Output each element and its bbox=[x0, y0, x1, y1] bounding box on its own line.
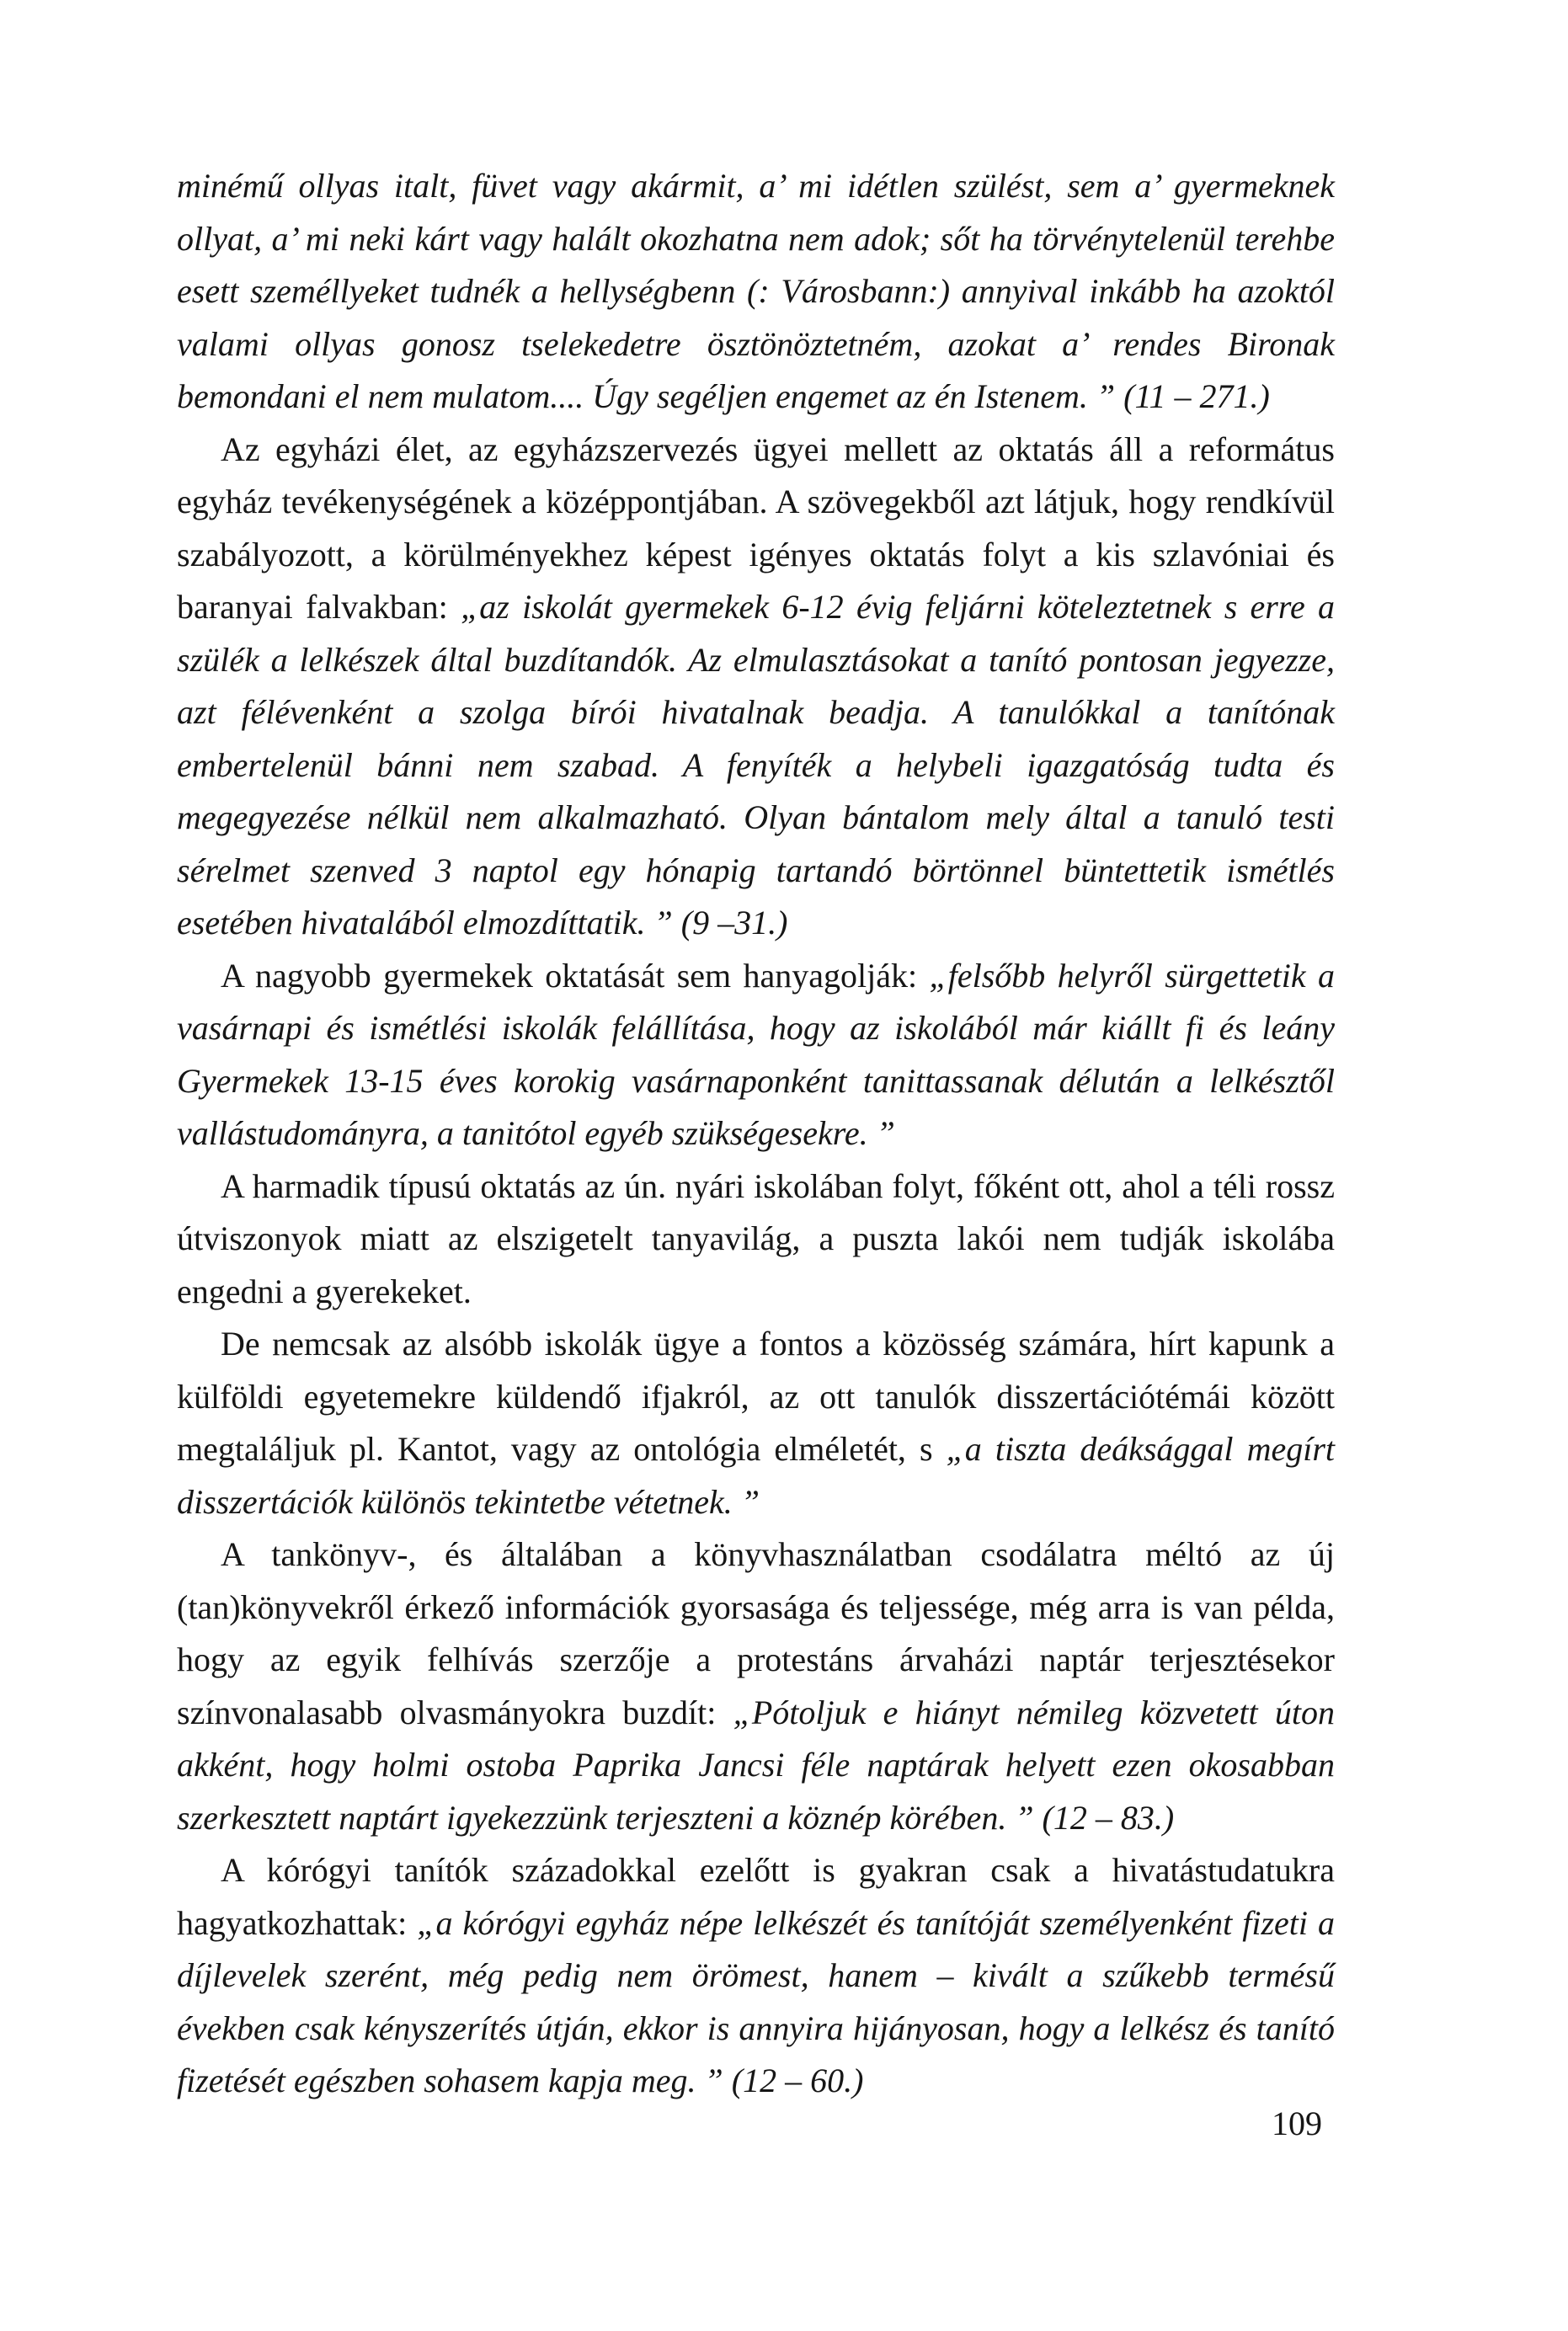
quoted-text: „az iskolát gyermekek 6-12 évig feljárni köteleztetnek s erre a szülék a lelkészek által buzdítandók. Az elmulasztásokat a tanító pontosan jegyezze, azt félévenként a szolga bírói hivatalnak beadja. A tanulókkal a tanítónak embertelenül bánni nem szabad. A fenyíték a helybeli igazgatóság tudta és megegyezése nélkül nem alkalmazható. Olyan bántalom mely által a tanuló testi sérelmet szenved 3 naptol egy hónapig tartandó börtönnel büntettetik ismétlés esetében hivatalából elmozdíttatik. ” (9 –31.) bbox=[177, 588, 1335, 941]
quoted-text: „felsőbb helyről sürgettetik a vasárnapi és ismétlési iskolák felállítása, hogy az iskolából már kiállt fi és leány Gyermekek 13-15 éves korokig vasárnaponként tanittassanak délután a lelkésztől vallástudományra, a tanitótol egyéb szükségesekre. ” bbox=[177, 956, 1335, 1152]
paragraph bbox=[177, 1160, 1335, 1319]
paragraph bbox=[177, 950, 1335, 1160]
quoted-text: minémű ollyas italt, füvet vagy akármit, a’ mi idétlen szülést, sem a’ gyermeknek ollyat, a’ mi neki kárt vagy halált okozhatna nem adok; sőt ha törvénytelenül terehbe esett személlyeket tudnék a hellységbenn (: Városbann:) annyival inkább ha azoktól valami ollyas gonosz tselekedetre ösztönöztetném, azokat a’ rendes Bironak bemondani el nem mulatom.... Úgy segéljen engemet az én Istenem. ” (11 – 271.) bbox=[177, 167, 1335, 415]
paragraph bbox=[177, 424, 1335, 950]
body-text-run: A tankönyv-, és általában a könyvhasználatban csodálatra méltó az új (tan)könyvekről érkező információk gyorsasága és teljessége, még arra is van példa, hogy az egyik felhívás szerzője a protestáns árvaházi naptár terjesztésekor színvonalasabb olvasmányokra buzdít: bbox=[177, 1535, 1335, 1731]
quoted-text: „a tiszta deáksággal megírt disszertációk különös tekintetbe vétetnek. ” bbox=[177, 1430, 1335, 1521]
paragraph bbox=[177, 1844, 1335, 2108]
quoted-text: „a kórógyi egyház népe lelkészét és tanítóját személyenként fizeti a díjlevelek szerént, még pedig nem örömest, hanem – kivált a szűkebb termésű években csak kényszerítés útján, ekkor is annyira hijányosan, hogy a lelkész és tanító fizetését egészben sohasem kapja meg. ” (12 – 60.) bbox=[177, 1903, 1335, 2099]
paragraph bbox=[177, 160, 1335, 424]
body-text bbox=[177, 160, 1335, 2108]
body-text-run: De nemcsak az alsóbb iskolák ügye a fontos a közösség számára, hírt kapunk a külföldi egyetemekre küldendő ifjakról, az ott tanulók disszertációtémái között megtaláljuk pl. Kantot, vagy az ontológia elméletét, s bbox=[177, 1325, 1335, 1468]
body-text-run: Az egyházi élet, az egyházszervezés ügyei mellett az oktatás áll a református egyház tevékenységének a középpontjában. A szövegekből azt látjuk, hogy rendkívül szabályozott, a körülményekhez képest igényes oktatás folyt a kis szlavóniai és baranyai falvakban: bbox=[177, 429, 1335, 626]
paragraph bbox=[177, 1528, 1335, 1844]
body-text-run: A harmadik típusú oktatás az ún. nyári iskolában folyt, főként ott, ahol a téli rossz útviszonyok miatt az elszigetelt tanyavilág, a puszta lakói nem tudják iskolába engedni a gyerekeket. bbox=[177, 1166, 1335, 1310]
body-text-run: A nagyobb gyermekek oktatását sem hanyagolják: bbox=[221, 956, 930, 995]
paragraph bbox=[177, 1318, 1335, 1528]
page-number: 109 bbox=[1272, 2104, 1322, 2142]
body-text-run: A kórógyi tanítók századokkal ezelőtt is gyakran csak a hivatástudatukra hagyatkozhattak: bbox=[177, 1851, 1335, 1942]
quoted-text: „Pótoljuk e hiányt némileg közvetett úton akként, hogy holmi ostoba Paprika Jancsi féle naptárak helyett ezen okosabban szerkesztett naptárt igyekezzünk terjeszteni a köznép körében. ” (12 – 83.) bbox=[177, 1693, 1335, 1837]
